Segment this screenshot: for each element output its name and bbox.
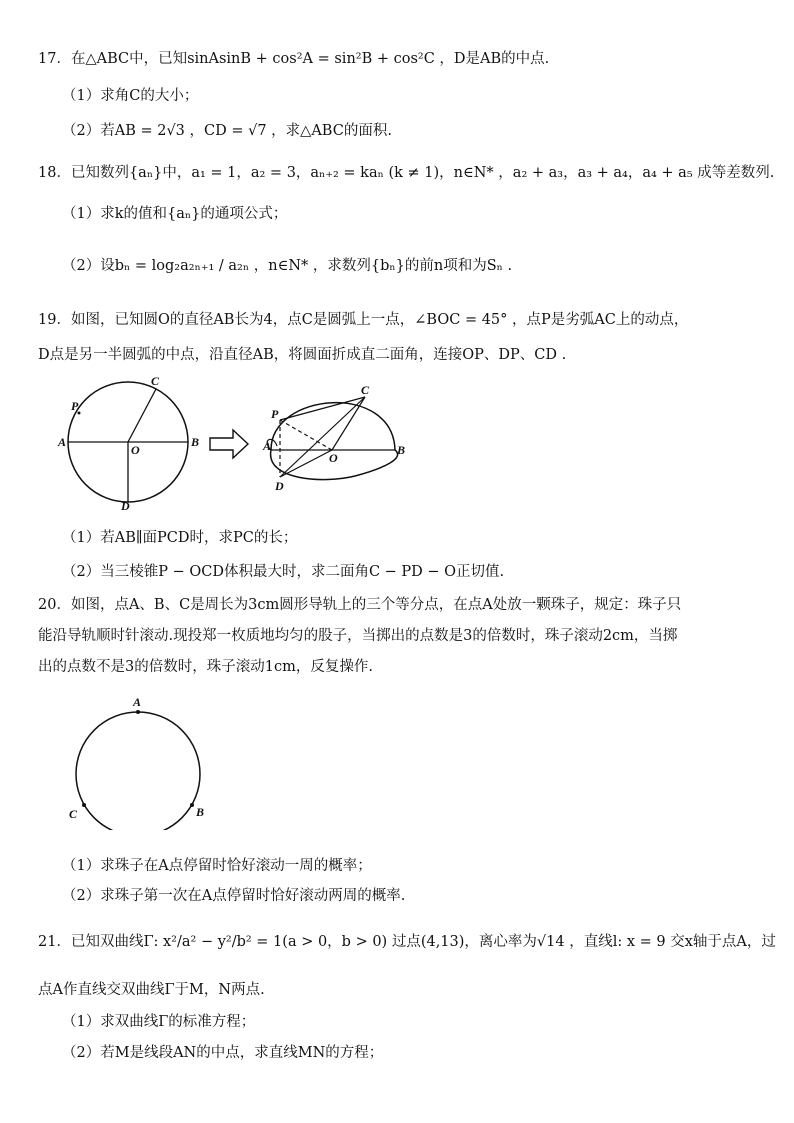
problem-18-stem: 18．已知数列{aₙ}中，a₁ = 1，a₂ = 3，aₙ₊₂ = kaₙ (k ≠ 1)，n∈N* ，a₂ + a₃，a₃ + a₄，a₄ + a₅ 成等差数列. [38,165,775,181]
problem-21-stem-line-1: 21．已知双曲线Γ: x²/a² − y²/b² = 1(a > 0，b > 0) 过点(4,13)，离心率为√14 ，直线l: x = 9 交x轴于点A，过 [38,934,776,950]
problem-19-part-1: （1）若AB∥面PCD时，求PC的长； [62,530,298,546]
label-o: O [131,443,140,457]
seg-od [280,450,332,477]
label-d: D [121,499,130,512]
problem-18-part-1: （1）求k的值和{aₙ}的通项公式； [62,206,288,222]
problem-21-part-1: （1）求双曲线Γ的标准方程； [62,1014,256,1030]
problem-17-stem: 17．在△ABC中，已知sinAsinB + cos²A = sin²B + cos²C ，D是AB的中点. [38,51,550,67]
label-c: C [151,374,160,388]
label-o: O [329,451,338,465]
problem-20-stem-line-3: 出的点数不是3的倍数时，珠子滚动1cm，反复操作. [38,659,373,675]
point-c [82,803,86,807]
problem-20-part-1: （1）求珠子在A点停留时恰好滚动一周的概率； [62,858,372,874]
problem-20-figure [62,692,222,830]
problem-18-part-2: （2）设bₙ = log₂a₂ₙ₊₁ / a₂ₙ ，n∈N* ，求数列{bₙ}的前n项和为Sₙ . [62,258,513,274]
label-b: B [196,805,205,819]
problem-17-part-1: （1）求角C的大小； [62,88,199,104]
label-d: D [275,479,284,493]
problem-19-part-2: （2）当三棱锥P − OCD体积最大时，求二面角C − PD − O正切值. [62,564,505,580]
problem-20-stem-line-1: 20．如图，点A、B、C是周长为3cm圆形导轨上的三个等分点，在点A处放一颗珠子，规定：珠子只 [38,597,682,613]
problem-19-stem-line-1: 19．如图，已知圆O的直径AB长为4，点C是圆弧上一点，∠BOC = 45° ，点P是劣弧AC上的动点， [38,312,689,328]
problem-19-stem-line-2: D点是另一半圆弧的中点，沿直径AB，将圆面折成直二面角，连接OP、DP、CD . [38,347,567,363]
label-a: A [133,695,142,709]
arrow-icon [210,430,248,458]
label-b: B [191,435,200,449]
point-a [136,710,140,714]
label-a: A [263,439,272,453]
problem-17-part-2: （2）若AB = 2√3 ，CD = √7 ，求△ABC的面积. [62,123,392,139]
label-p: P [271,407,279,421]
problem-21-stem-line-2: 点A作直线交双曲线Γ于M，N两点. [38,982,265,998]
track-circle [76,712,200,830]
problem-19-figure [55,372,425,512]
label-b: B [397,443,406,457]
segment-oc [128,389,156,442]
problem-20-part-2: （2）求珠子第一次在A点停留时恰好滚动两周的概率. [62,888,406,904]
label-p: P [71,399,79,413]
label-c: C [361,383,370,397]
point-b [190,803,194,807]
label-a: A [58,435,67,449]
label-c: C [69,807,78,821]
problem-20-stem-line-2: 能沿导轨顺时针滚动.现投郑一枚质地均匀的股子，当掷出的点数是3的倍数时，珠子滚动2cm，当掷 [38,628,678,644]
problem-21-part-2: （2）若M是线段AN的中点，求直线MN的方程； [62,1045,384,1061]
